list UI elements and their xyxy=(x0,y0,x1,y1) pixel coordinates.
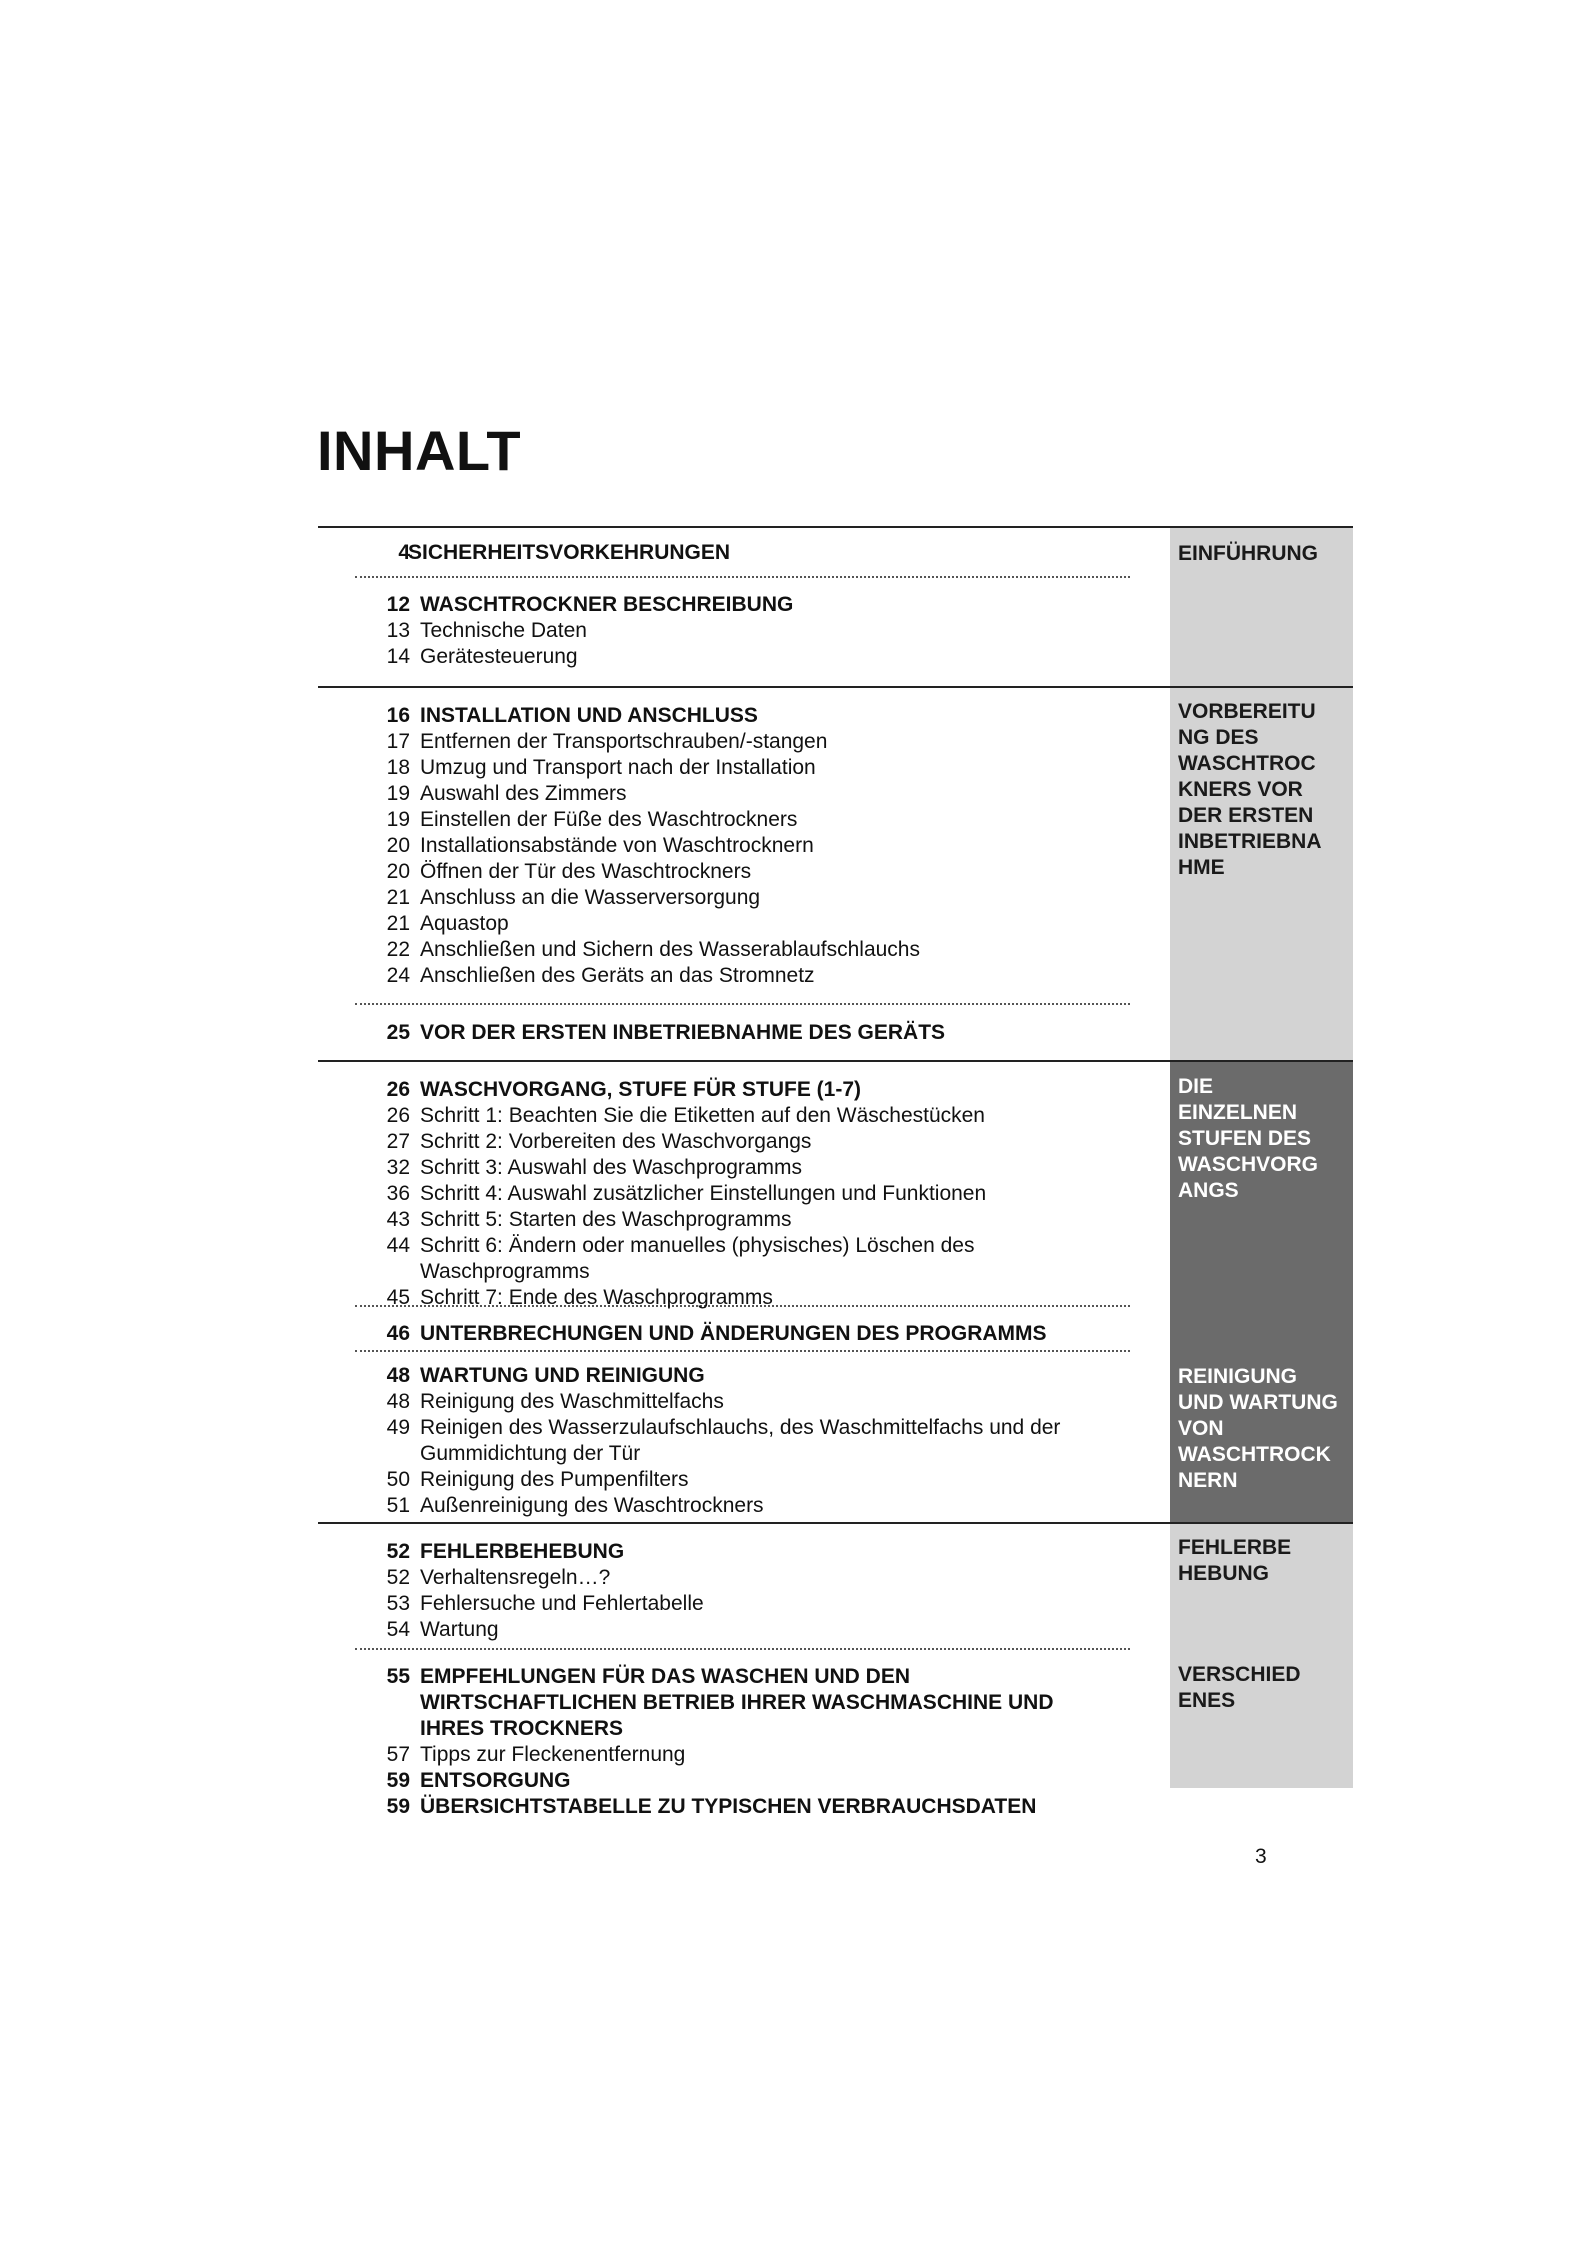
entry-title: Öffnen der Tür des Waschtrockners xyxy=(420,860,752,883)
category-label-misc: VERSCHIED ENES xyxy=(1178,1663,1301,1712)
entry-title: UNTERBRECHUNGEN UND ÄNDERUNGEN DES PROGRAMMS xyxy=(420,1322,1047,1345)
entry-title: Installationsabstände von Waschtrocknern xyxy=(420,834,814,857)
entry-title: Schritt 5: Starten des Waschprogramms xyxy=(420,1208,792,1231)
entry-title: Gerätesteuerung xyxy=(420,645,578,668)
entry-title: ÜBERSICHTSTABELLE ZU TYPISCHEN VERBRAUCHSDATEN xyxy=(420,1795,1037,1818)
page-ref: 53 xyxy=(386,1592,410,1615)
entry-title: Anschluss an die Wasserversorgung xyxy=(420,886,761,909)
page-ref: 26 xyxy=(386,1104,410,1127)
page-ref: 27 xyxy=(386,1130,410,1153)
entry-title: Schritt 1: Beachten Sie die Etiketten auf den Wäschestücken xyxy=(420,1104,985,1127)
entry-title: EMPFEHLUNGEN FÜR DAS WASCHEN UND DEN WIRTSCHAFTLICHEN BETRIEB IHRER WASCHMASCHINE UND IHRES TROCKNERS xyxy=(420,1665,1054,1740)
entry-title: Tipps zur Fleckenentfernung xyxy=(420,1743,686,1766)
section-divider xyxy=(318,1522,1353,1524)
category-label-cleaning: REINIGUNG UND WARTUNG VON WASCHTROCK NERN xyxy=(1178,1365,1338,1492)
page-ref: 48 xyxy=(386,1390,410,1413)
entry-title: Reinigung des Pumpenfilters xyxy=(420,1468,689,1491)
page-ref: 59 xyxy=(386,1769,410,1792)
category-label-washing-stages: DIE EINZELNEN STUFEN DES WASCHVORG ANGS xyxy=(1178,1075,1319,1202)
entry-title: Fehlersuche und Fehlertabelle xyxy=(420,1592,704,1615)
entry-title: WASCHVORGANG, STUFE FÜR STUFE (1-7) xyxy=(420,1078,862,1101)
page-ref: 44 xyxy=(386,1234,410,1257)
page-ref: 43 xyxy=(386,1208,410,1231)
page-ref: 12 xyxy=(386,593,410,616)
page-ref: 13 xyxy=(386,619,410,642)
entry-title: WASCHTROCKNER BESCHREIBUNG xyxy=(420,593,794,616)
page-ref: 55 xyxy=(386,1665,410,1688)
page-ref: 20 xyxy=(386,834,410,857)
entry-title: Schritt 2: Vorbereiten des Waschvorgangs xyxy=(420,1130,812,1153)
entry-title: Einstellen der Füße des Waschtrockners xyxy=(420,808,798,831)
page-ref: 24 xyxy=(386,964,410,987)
dotted-separator xyxy=(355,1003,1130,1005)
entry-title: Aquastop xyxy=(420,912,509,935)
dotted-separator xyxy=(355,1350,1130,1352)
entry-title: Entfernen der Transportschrauben/-stangen xyxy=(420,730,828,753)
entry-title: FEHLERBEHEBUNG xyxy=(420,1540,625,1563)
section-divider xyxy=(318,526,1353,528)
entry-title: Umzug und Transport nach der Installation xyxy=(420,756,816,779)
page-ref: 48 xyxy=(386,1364,410,1387)
page-ref: 26 xyxy=(386,1078,410,1101)
entry-title: Verhaltensregeln…? xyxy=(420,1566,611,1589)
section-divider xyxy=(318,686,1353,688)
page-ref: 19 xyxy=(386,782,410,805)
page-ref: 52 xyxy=(386,1540,410,1563)
category-label-preparation: VORBEREITU NG DES WASCHTROC KNERS VOR DER ERSTEN INBETRIEBNA HME xyxy=(1178,700,1322,879)
entry-title: Schritt 4: Auswahl zusätzlicher Einstellungen und Funktionen xyxy=(420,1182,987,1205)
page-ref: 36 xyxy=(386,1182,410,1205)
page-ref: 25 xyxy=(386,1021,410,1044)
page-ref: 21 xyxy=(386,886,410,909)
page-ref: 14 xyxy=(386,645,410,668)
page-ref: 18 xyxy=(386,756,410,779)
entry-title: Schritt 3: Auswahl des Waschprogramms xyxy=(420,1156,803,1179)
entry-title: SICHERHEITSVORKEHRUNGEN xyxy=(408,541,731,564)
entry-title: INSTALLATION UND ANSCHLUSS xyxy=(420,704,758,727)
page-ref: 50 xyxy=(386,1468,410,1491)
entry-title: Schritt 6: Ändern oder manuelles (physisches) Löschen des Waschprogramms xyxy=(420,1234,975,1283)
dotted-separator xyxy=(355,1648,1130,1650)
entry-title: VOR DER ERSTEN INBETRIEBNAHME DES GERÄTS xyxy=(420,1021,946,1044)
page-ref: 46 xyxy=(386,1322,410,1345)
page-ref: 51 xyxy=(386,1494,410,1517)
page-ref: 19 xyxy=(386,808,410,831)
entry-title: Auswahl des Zimmers xyxy=(420,782,627,805)
entry-title: Schritt 7: Ende des Waschprogramms xyxy=(420,1286,773,1309)
entry-title: ENTSORGUNG xyxy=(420,1769,571,1792)
page-ref: 21 xyxy=(386,912,410,935)
category-label-troubleshooting: FEHLERBE HEBUNG xyxy=(1178,1536,1292,1585)
page-ref: 22 xyxy=(386,938,410,961)
page-ref: 45 xyxy=(386,1286,410,1309)
entry-title: Anschließen und Sichern des Wasserablaufschlauchs xyxy=(420,938,920,961)
entry-title: Technische Daten xyxy=(420,619,587,642)
page-title: INHALT xyxy=(317,419,522,482)
page-ref: 54 xyxy=(386,1618,410,1641)
page-ref: 17 xyxy=(386,730,410,753)
page-ref: 49 xyxy=(386,1416,410,1439)
dotted-separator xyxy=(355,576,1130,578)
page-ref: 16 xyxy=(386,704,410,727)
entry-title: Außenreinigung des Waschtrockners xyxy=(420,1494,764,1517)
page-ref: 57 xyxy=(386,1743,410,1766)
entry-title: Anschließen des Geräts an das Stromnetz xyxy=(420,964,815,987)
entry-title: Wartung xyxy=(420,1618,499,1641)
category-label-introduction: EINFÜHRUNG xyxy=(1178,542,1318,565)
page-number: 3 xyxy=(1255,1845,1267,1868)
page-ref: 52 xyxy=(386,1566,410,1589)
page-ref: 59 xyxy=(386,1795,410,1818)
entry-title: Reinigung des Waschmittelfachs xyxy=(420,1390,724,1413)
page-ref: 4 xyxy=(398,541,410,564)
page-ref: 20 xyxy=(386,860,410,883)
entry-title: Reinigen des Wasserzulaufschlauchs, des Waschmittelfachs und der Gummidichtung der Tür xyxy=(420,1416,1061,1465)
entry-title: WARTUNG UND REINIGUNG xyxy=(420,1364,705,1387)
section-divider xyxy=(318,1060,1353,1062)
page-ref: 32 xyxy=(386,1156,410,1179)
